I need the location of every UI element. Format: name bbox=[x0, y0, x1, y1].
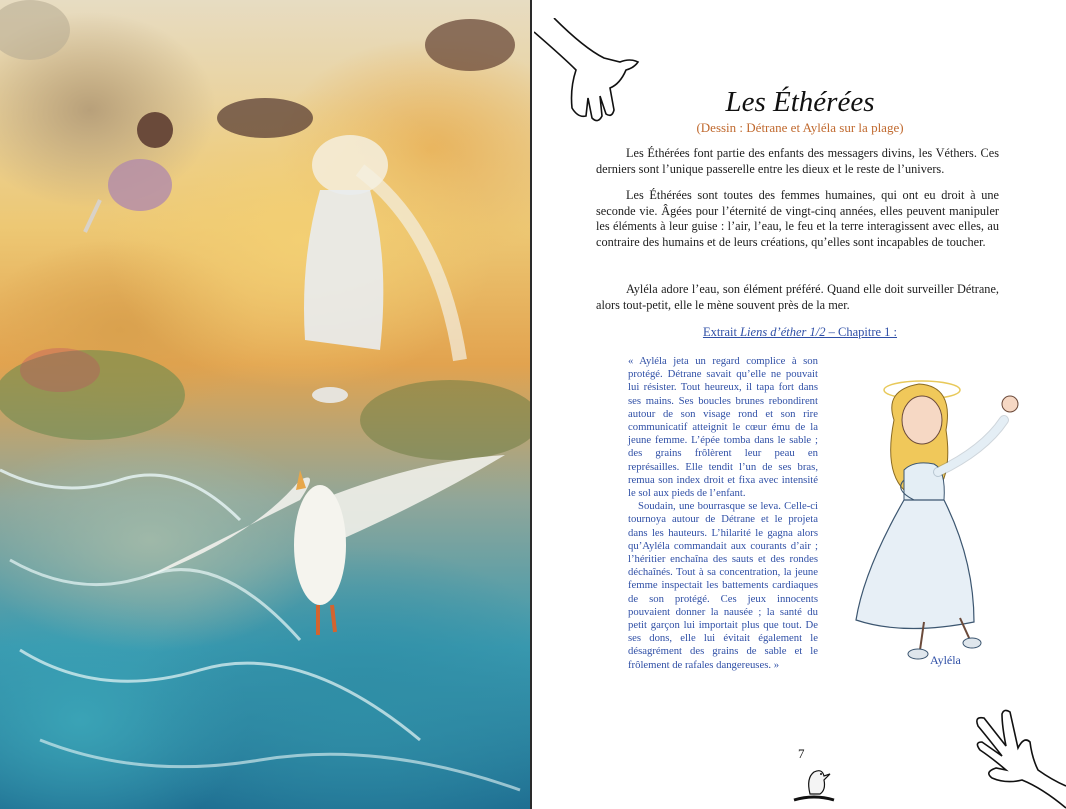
paragraph-2-text: Les Éthérées sont toutes des femmes humaines, qui ont eu droit à une seconde vie. Âgées pour l’éternité de vingt-cinq années, elles peuvent manipuler les éléments à leur guise : l’air, l’eau, le feu et la terre interagissent avec elles, au contraire des humains et de leurs créations, qu’elles sont incapables de toucher. bbox=[596, 188, 999, 249]
page-title: Les Éthérées bbox=[725, 86, 875, 118]
excerpt-heading-suffix: – Chapitre 1 : bbox=[825, 325, 898, 339]
excerpt-heading bbox=[534, 325, 1066, 340]
paragraph-1-text: Les Éthérées font partie des enfants des messagers divins, les Véthers. Ces derniers sont l’unique passerelle entre les dieux et le reste de l’univers. bbox=[596, 146, 999, 176]
excerpt-heading-prefix: Extrait bbox=[702, 325, 741, 339]
page-number: 7 bbox=[798, 746, 805, 761]
excerpt-paragraph-2: Soudain, une bourrasque se leva. Celle-ci tournoya autour de Détrane et le projeta dans les hauteurs. L’hilarité le gagna alors qu’Ayléla commandait aux courants d’air ; l’héritier enchaîna des sauts et des rondes déchaînés. Tout à sa concentration, la jeune femme inspectait les battements cardiaques de son protégé. Ces jeux innocents pouvaient donner la nausée ; la santé du petit garçon lui importait plus que tout. De ses dons, elle lui évitait également le désagrément des grains de sable et le frôlement de rafales dangereuses. » bbox=[628, 500, 818, 671]
character-caption: Ayléla bbox=[930, 653, 961, 667]
aylela-character-drawing bbox=[834, 360, 1034, 670]
illustration-watercolor bbox=[0, 0, 532, 809]
excerpt-paragraph-1: « Ayléla jeta un regard complice à son protégé. Détrane savait qu’elle ne pouvait lui résister. Tout heureux, il tapa fort dans ses mains. Ses boucles brunes rebondirent autour de son visage rond et son rire communicatif atteignit le cœur ému de la jeune femme. L’épée tomba dans le sable ; des grains frôlèrent leur peau en représailles. Elle tendit l’un de ses bras, remua son index droit et fixa avec intensité le sol aux pieds de l’enfant. bbox=[628, 355, 818, 500]
text-page bbox=[534, 0, 1066, 809]
paragraph-2 bbox=[596, 188, 999, 250]
seagull-ornament-icon bbox=[784, 760, 844, 805]
paragraph-3-text: Ayléla adore l’eau, son élément préféré. Quand elle doit surveiller Détrane, alors tout-petit, elle le mène souvent près de la mer. bbox=[596, 282, 999, 312]
illustration-scene bbox=[0, 0, 532, 809]
paragraph-1 bbox=[596, 146, 999, 177]
paragraph-3 bbox=[596, 282, 999, 313]
excerpt-body bbox=[628, 355, 818, 672]
illustration-caption: (Dessin : Détrane et Ayléla sur la plage) bbox=[696, 120, 904, 135]
hand-bottom-right-icon bbox=[962, 708, 1066, 809]
excerpt-book-title: Liens d’éther 1/2 bbox=[740, 325, 826, 339]
